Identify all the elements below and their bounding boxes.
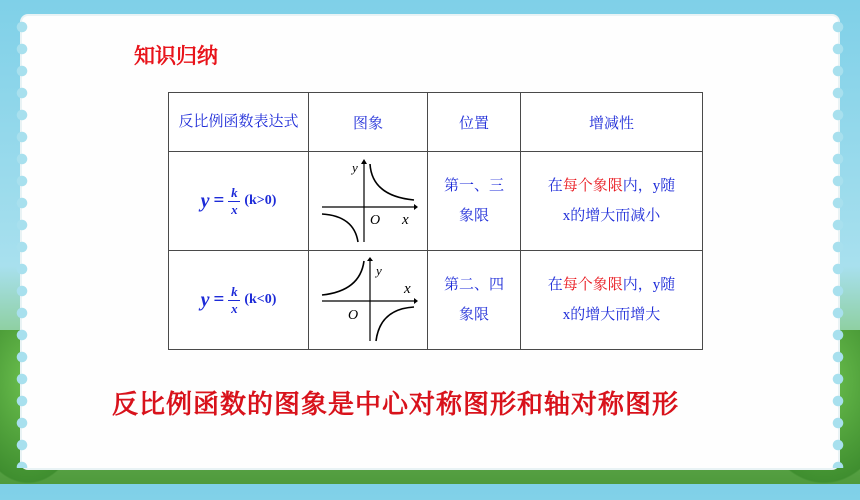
formula-cell	[169, 152, 309, 251]
section-heading: 知识归纳	[134, 44, 218, 68]
highlight-text: 每个象限	[562, 178, 623, 194]
highlight-text: 每个象限	[562, 277, 623, 293]
summary-table	[168, 92, 703, 350]
fraction: $\frac{k}{x}$	[228, 285, 240, 316]
origin-label: O	[348, 308, 359, 323]
table-row	[169, 251, 703, 350]
header-expression: 反比例函数表达式	[169, 93, 309, 152]
table-header-row	[169, 93, 703, 152]
trend-cell: 在每个象限内，y随 x的增大而增大	[521, 251, 703, 350]
x-axis-label: x	[404, 281, 411, 297]
y-axis-label: y	[352, 160, 358, 175]
formula-k-positive: y = $\frac{k}{x}$ (k>0)	[200, 184, 277, 217]
graph-cell	[309, 152, 428, 251]
table-row	[169, 152, 703, 251]
content-card	[22, 16, 838, 468]
header-position: 位置	[428, 93, 521, 152]
trend-cell: 在每个象限内，y随 x的增大而减小	[521, 152, 703, 251]
position-cell: 第一、三 象限	[428, 152, 521, 251]
graph-cell	[309, 251, 428, 350]
fraction: $\frac{k}{x}$	[228, 186, 240, 217]
formula-k-negative: y = $\frac{k}{x}$ (k<0)	[200, 283, 277, 316]
summary-statement: 反比例函数的图象是中心对称图形和轴对称图形	[112, 390, 680, 420]
formula-cell	[169, 251, 309, 350]
header-monotonicity: 增减性	[521, 93, 703, 152]
hyperbola-graph-q1-q3	[318, 158, 418, 244]
header-graph: 图象	[309, 93, 428, 152]
position-cell: 第二、四 象限	[428, 251, 521, 350]
x-axis-label: x	[402, 212, 409, 228]
y-axis-label: y	[376, 263, 382, 278]
origin-label: O	[370, 213, 381, 228]
hyperbola-graph-q2-q4	[318, 257, 418, 343]
